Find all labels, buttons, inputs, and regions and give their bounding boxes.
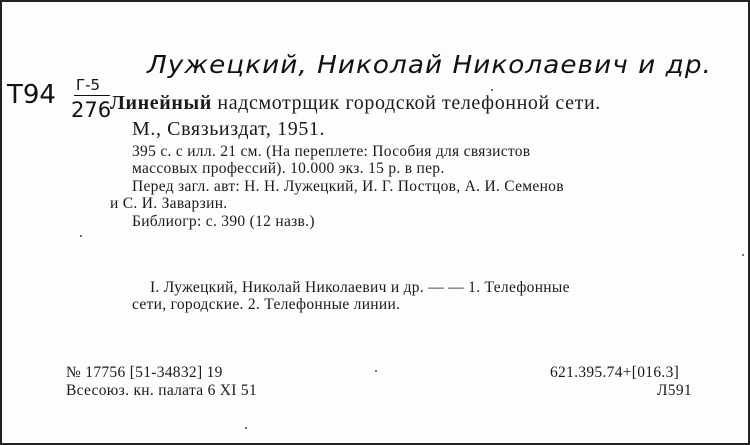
fraction-bar	[74, 95, 110, 96]
handwritten-author-heading: Лужецкий, Николай Николаевич и др.	[147, 50, 712, 79]
title-line	[110, 92, 601, 115]
ink-speck	[375, 370, 377, 372]
collation-line-1: 395 с. с илл. 21 см. (На переплете: Пособия для связистов	[132, 143, 531, 160]
collation-line-2: массовых профессий). 10.000 экз. 15 р. в пер.	[132, 160, 445, 177]
tracings-line-2: сети, городские. 2. Телефонные линии.	[132, 296, 401, 313]
ink-speck	[245, 427, 247, 429]
imprint: М., Связьиздат, 1951.	[132, 118, 326, 140]
authors-line-2: и С. И. Заварзин.	[110, 195, 228, 212]
call-number-main: Т94	[7, 80, 56, 110]
ink-speck	[742, 254, 744, 256]
record-number: № 17756 [51-34832] 19	[66, 364, 223, 381]
registry-code: Л591	[657, 382, 692, 399]
bibliography-note: Библиогр: с. 390 (12 назв.)	[132, 213, 315, 230]
ink-speck	[491, 89, 493, 91]
call-number-top: Г-5	[76, 76, 101, 94]
call-number-bottom: 276	[71, 98, 112, 122]
title-first-word: Линейный	[110, 92, 212, 114]
publisher-line: Всесоюз. кн. палата 6 XI 51	[66, 382, 258, 399]
authors-line-1: Перед загл. авт: Н. Н. Лужецкий, И. Г. Постцов, А. И. Семенов	[132, 178, 564, 195]
ink-speck	[80, 235, 82, 237]
tracings-line-1: I. Лужецкий, Николай Николаевич и др. — — 1. Телефонные	[150, 279, 570, 296]
classification-number: 621.395.74+[016.3]	[550, 364, 680, 381]
title-rest: надсмотрщик городской телефонной сети.	[211, 92, 601, 114]
